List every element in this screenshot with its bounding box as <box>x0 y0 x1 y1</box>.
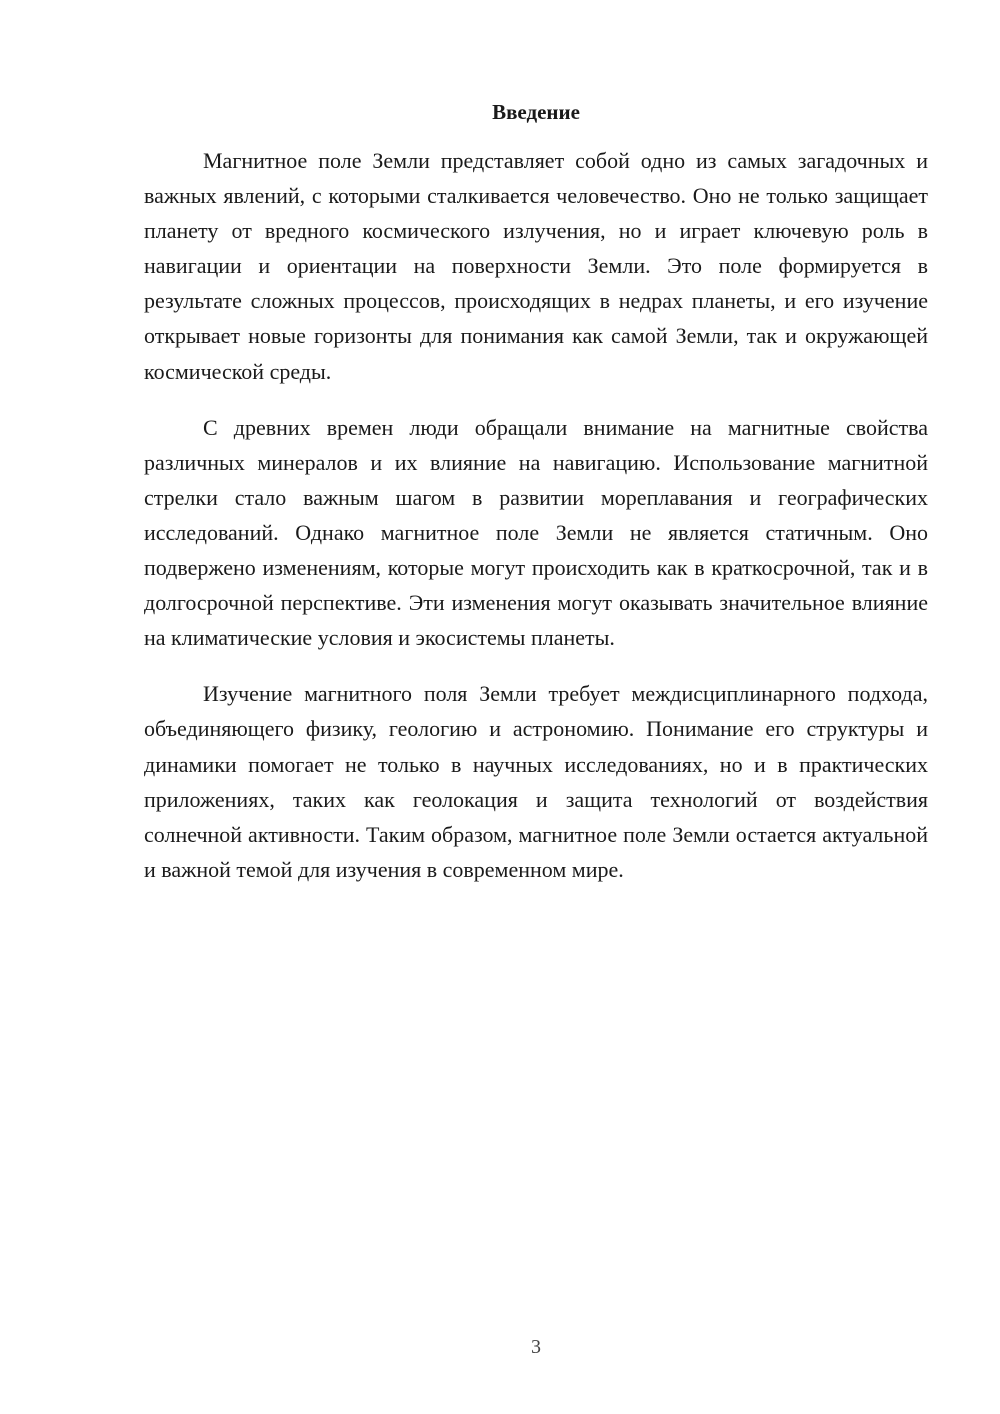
section-title: Введение <box>492 100 580 124</box>
paragraph: С древних времен люди обращали внимание на магнитные свойства различных минералов и их влияние на навигацию. Использование магнитной стрелки стало важным шагом в развитии мореплавания и географических исследований. Однако магнитное поле Земли не является статичным. Оно подвержено изменениям, которые могут происходить как в краткосрочной, так и в долгосрочной перспективе. Эти изменения могут оказывать значительное влияние на климатические условия и экосистемы планеты. <box>144 414 928 651</box>
page-number: 3 <box>531 1336 541 1358</box>
paragraph: Изучение магнитного поля Земли требует междисциплинарного подхода, объединяющего физику, геологию и астрономию. Понимание его структуры и динамики помогает не только в научных исследованиях, но и в практических приложениях, таких как геолокация и защита технологий от воздействия солнечной активности. Таким образом, магнитное поле Земли остается актуальной и важной темой для изучения в современном мире. <box>144 681 928 882</box>
body-text <box>144 143 928 887</box>
paragraph: Магнитное поле Земли представляет собой одно из самых загадочных и важных явлений, с которыми сталкивается человечество. Оно не только защищает планету от вредного космического излучения, но и играет ключевую роль в навигации и ориентации на поверхности Земли. Это поле формируется в результате сложных процессов, происходящих в недрах планеты, и его изучение открывает новые горизонты для понимания как самой Земли, так и окружающей космической среды. <box>144 148 928 384</box>
